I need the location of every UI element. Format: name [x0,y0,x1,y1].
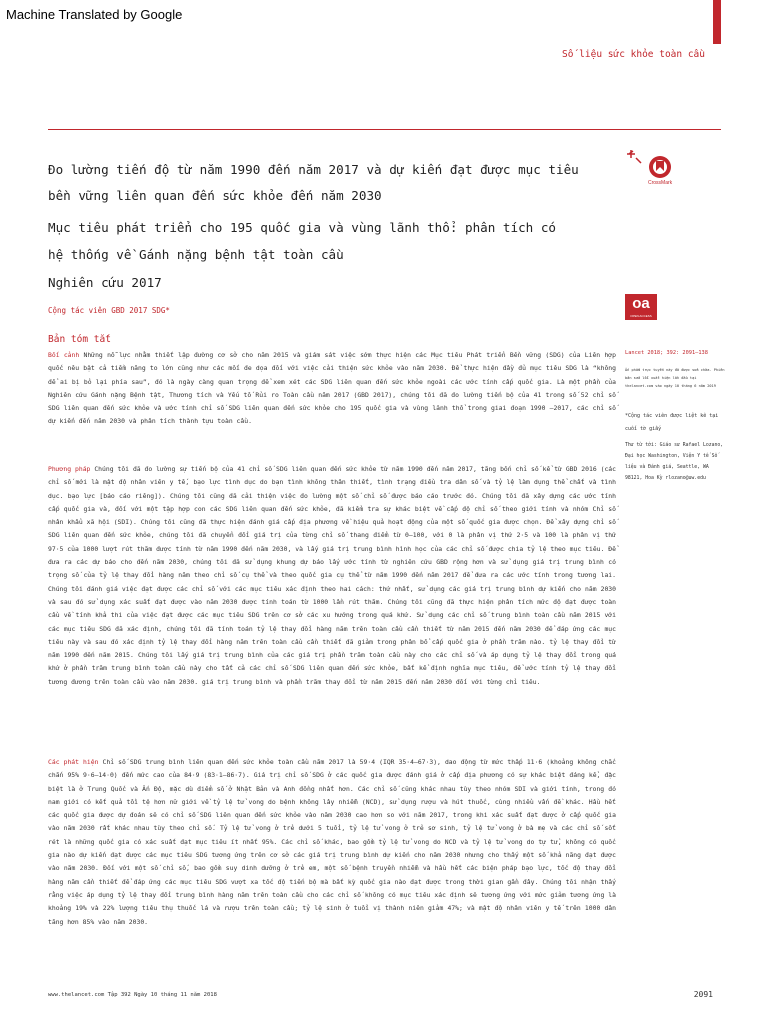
sidebar-correction-note: Ấn phẩm trực tuyến này đã được sửa chữa. Phiên bản sửa lỗi xuất hiện lần đầu tại thelancet.com vào ngày 10 tháng 6 năm 2019 [625,368,725,388]
crossmark-icon[interactable] [624,150,676,190]
abstract-methods [48,463,616,689]
journal-color-bar [713,0,721,44]
findings-label: Các phát hiện [48,758,99,766]
background-text: Những nỗ lực nhằm thiết lập đường cơ sở cho năm 2015 và giám sát việc sớm thực hiện các Mục tiêu Phát triển Bền vững (SDG) của Liên hợp quốc nêu bật cả tiềm năng to lớn cũng như các mối đe dọa đối với việc cải thiện sức khỏe vào năm 2030. Để thực hiện đầy đủ mục tiêu SDG là “không để ai bị bỏ lại phía sau”, đó là ngày càng quan trọng để xem xét các SDG liên quan đến sức khỏe ngoài các ước tính cấp quốc gia. Là một phần của Nghiên cứu Gánh nặng Bệnh tật, Thương tích và Yếu tố Rủi ro Toàn cầu năm 2017 (GBD 2017), chúng tôi đã đo lường tiến bộ của 41 trong số 52 chỉ số SDG liên quan đến sức khỏe và ước tính chỉ số SDG liên quan đến sức khỏe cho 195 quốc gia và vùng lãnh thổ trong giai đoạn 1990 –2017, các chỉ số dự kiến đến năm 2030 và phân tích thành tựu toàn cầu. [48,351,616,426]
methods-label: Phương pháp [48,465,91,473]
title-line-4: hệ thống về Gánh nặng bệnh tật toàn cầu [48,247,344,262]
abstract-findings [48,756,616,929]
sidebar-correspondence: Thư từ tới: Giáo sư Rafael Lozano, Đại học Washington, Viện Y tế Số liệu và Đánh giá, Seattle, WA 98121, Hoa Kỳ rlozano@uw.edu [625,443,724,481]
crossmark-label: CrossMark [648,180,673,186]
title-line-2: bền vững liên quan đến sức khỏe đến năm 2030 [48,188,382,203]
header-rule [48,129,721,130]
title-line-3: Mục tiêu phát triển cho 195 quốc gia và vùng lãnh thổ: phân tích có [48,220,556,235]
title-line-1: Đo lường tiến độ từ năm 1990 đến năm 2017 và dự kiến đạt được mục tiêu [48,162,579,177]
methods-text: Chúng tôi đã đo lường sự tiến bộ của 41 chỉ số SDG liên quan đến sức khỏe từ năm 1990 đến năm 2017, tăng bốn chỉ số kể từ GBD 2016 (các chỉ số mới là mật độ nhân viên y tế, bạo lực tình dục do bạn tình không thân thiết, tình trạng điều tra dân số và tỷ lệ làm dụng thể chất và tình dục. bạo lực [báo cáo riêng]). Chúng tôi cũng đã cải thiện việc đo lường một số chỉ số được báo cáo trước đó. Chúng tôi đã xây dựng các ước tính cấp quốc gia và, đối với một tập hợp con các SDG liên quan đến sức khỏe, đã kiểm tra sự khác biệt về cấp độ chỉ số theo giới tính và nhóm Chỉ số nhân khẩu xã hội (SDI). Chúng tôi cũng đã thực hiện đánh giá cấp địa phương về hiệu quả hoạt động của một số quốc gia được chọn. Để xây dựng chỉ số SDG liên quan đến sức khỏe, chúng tôi đã chuyển đổi giá trị của từng chỉ số thang điểm từ 0–100, với 0 là phân vị thứ 2·5 và 100 là phân vị thứ 97·5 của 1000 lượt rút thăm được tính từ năm 1990 đến năm 2030, và lấy giá trị trung bình hình học của các chỉ số được chia tỷ lệ theo mục tiêu. Để đưa ra các dự báo cho đến năm 2030, chúng tôi đã sử dụng khung dự báo lấy ước tính từ nghiên cứu GBD rộng hơn và sử dụng giá trị trung bình có trọng số của tỷ lệ thay đổi hàng năm theo chỉ số cụ thể và theo quốc gia cụ thể từ năm 1990 đến năm 2017 để đưa ra các ước tính trong tương lai. Chúng tôi đánh giá việc đạt được các chỉ số với các mục tiêu xác định theo hai cách: thứ nhất, sử dụng các giá trị trung bình dự kiến cho năm 2030 và sau đó sử dụng xác suất đạt được vào năm 2030 được tính toán từ 1000 lần rút thăm. Chúng tôi cũng đã thực hiện phân tích mức độ đạt được toàn cầu về tính khả thi của việc đạt được các mục tiêu SDG trên cơ sở các xu hướng trong quá khứ. Sử dụng các chỉ số trung bình toàn cầu năm 2015 với các mục tiêu SDG đã xác định, chúng tôi đã tính toán tỷ lệ thay đổi hàng năm trên toàn cầu cần thiết từ năm 2015 đến năm 2030 để đáp ứng các mục tiêu này và sau đó xác định tỷ lệ thay đổi hàng năm trên toàn cầu cần thiết đã giảm trong phân bổ cấp quốc gia ở phần trăm nào. tỷ lệ thay đổi từ năm 1990 đến năm 2015. Chúng tôi lấy giá trị trung bình của các giá trị phần trăm toàn cầu này cho các chỉ số và áp dụng tỷ lệ thay đổi trong quá khứ ở phần trăm trung bình toàn cầu này cho tất cả các chỉ số SDG liên quan đến sức khỏe, bất kể định nghĩa mục tiêu, để ước tính tỷ lệ thay đổi tương đương trên toàn cầu vào năm 2030. giá trị trung bình và phần trăm thay đổi từ năm 2015 đến năm 2030 đối với từng chỉ tiêu. [48,465,616,686]
footer-page-number: 2091 [693,990,713,999]
sidebar-citation: Lancet 2018; 392: 2091–138 [625,350,708,356]
findings-text: Chỉ số SDG trung bình liên quan đến sức khỏe toàn cầu năm 2017 là 59·4 (IQR 35·4–67·3), dao động từ mức thấp 11·6 (khoảng không chắc chắn 95% 9·6–14·0) đến mức cao của 84·9 (83·1–86·7). Giá trị chỉ số SDG ở các quốc gia được đánh giá ở cấp địa phương có sự khác biệt đáng kể, đặc biệt là ở Trung Quốc và Ấn Độ, mặc dù điểm số ở Nhật Bản và Anh đồng nhất hơn. Các chỉ số cũng khác nhau tùy theo nhóm SDI và giới tính, trong đó nam giới có kết quả tồi tệ hơn nữ giới về tỷ lệ tử vong do bệnh không lây nhiễm (NCD), sử dụng rượu và hút thuốc, cùng nhiều vấn đề khác. Hầu hết các quốc gia được dự đoán sẽ có chỉ số SDG liên quan đến sức khỏe vào năm 2030 cao hơn so với năm 2017, trong khi xác suất đạt được ở cấp quốc gia vào năm 2030 rất khác nhau tùy theo chỉ số. Tỷ lệ tử vong ở trẻ dưới 5 tuổi, tỷ lệ tử vong ở trẻ sơ sinh, tỷ lệ tử vong ở bà mẹ và các chỉ số sốt rét là những quốc gia có xác suất đạt mục tiêu ít nhất 95%. Các chỉ số khác, bao gồm tỷ lệ tử vong do NCD và tỷ lệ tử vong do tự tử, không có quốc gia nào dự kiến đạt được các mục tiêu SDG tương ứng trên cơ sở các giá trị trung bình dự kiến cho năm 2030 nhưng cho thấy một số khả năng đạt được vào năm 2030. Đối với một số chỉ số, bao gồm suy dinh dưỡng ở trẻ em, một số bệnh truyền nhiễm và hầu hết các biện pháp bạo lực, tốc độ thay đổi hàng năm cần thiết để đáp ứng các mục tiêu SDG vượt xa tốc độ tiến bộ mà bất kỳ quốc gia nào đạt được trong thời gian gần đây. Chúng tôi nhận thấy rằng việc áp dụng tỷ lệ thay đổi trung bình hàng năm trên toàn cầu cho các chỉ số không có mục tiêu xác định sẽ tương ứng với mức giảm tương ứng là khoảng 19% và 22% lượng tiêu thụ thuốc lá và rượu trên toàn cầu; tỷ lệ sinh ở tuổi vị thành niên giảm 47%; và mật độ nhân viên y tế trên 1000 dân tăng hơn 85% vào năm 2030. [48,758,616,926]
abstract-heading: Bản tóm tắt [48,334,111,345]
oa-sub-label: OPEN ACCESS [630,314,652,318]
sidebar-collaborators-note: *Cộng tác viên được liệt kê tại cuối tờ giấy [625,413,719,432]
oa-label: oa [632,295,650,312]
title-line-5: Nghiên cứu 2017 [48,275,162,290]
journal-section-label: Số liệu sức khỏe toàn cầu [562,49,705,60]
machine-translated-banner: Machine Translated by Google [6,7,183,22]
open-access-badge [625,294,657,320]
footer-journal-info: www.thelancet.com Tập 392 Ngày 10 tháng 11 năm 2018 [48,992,217,998]
abstract-background [48,349,616,429]
background-label: Bối cảnh [48,351,80,359]
authors-line[interactable]: Cộng tác viên GBD 2017 SDG* [48,306,170,315]
